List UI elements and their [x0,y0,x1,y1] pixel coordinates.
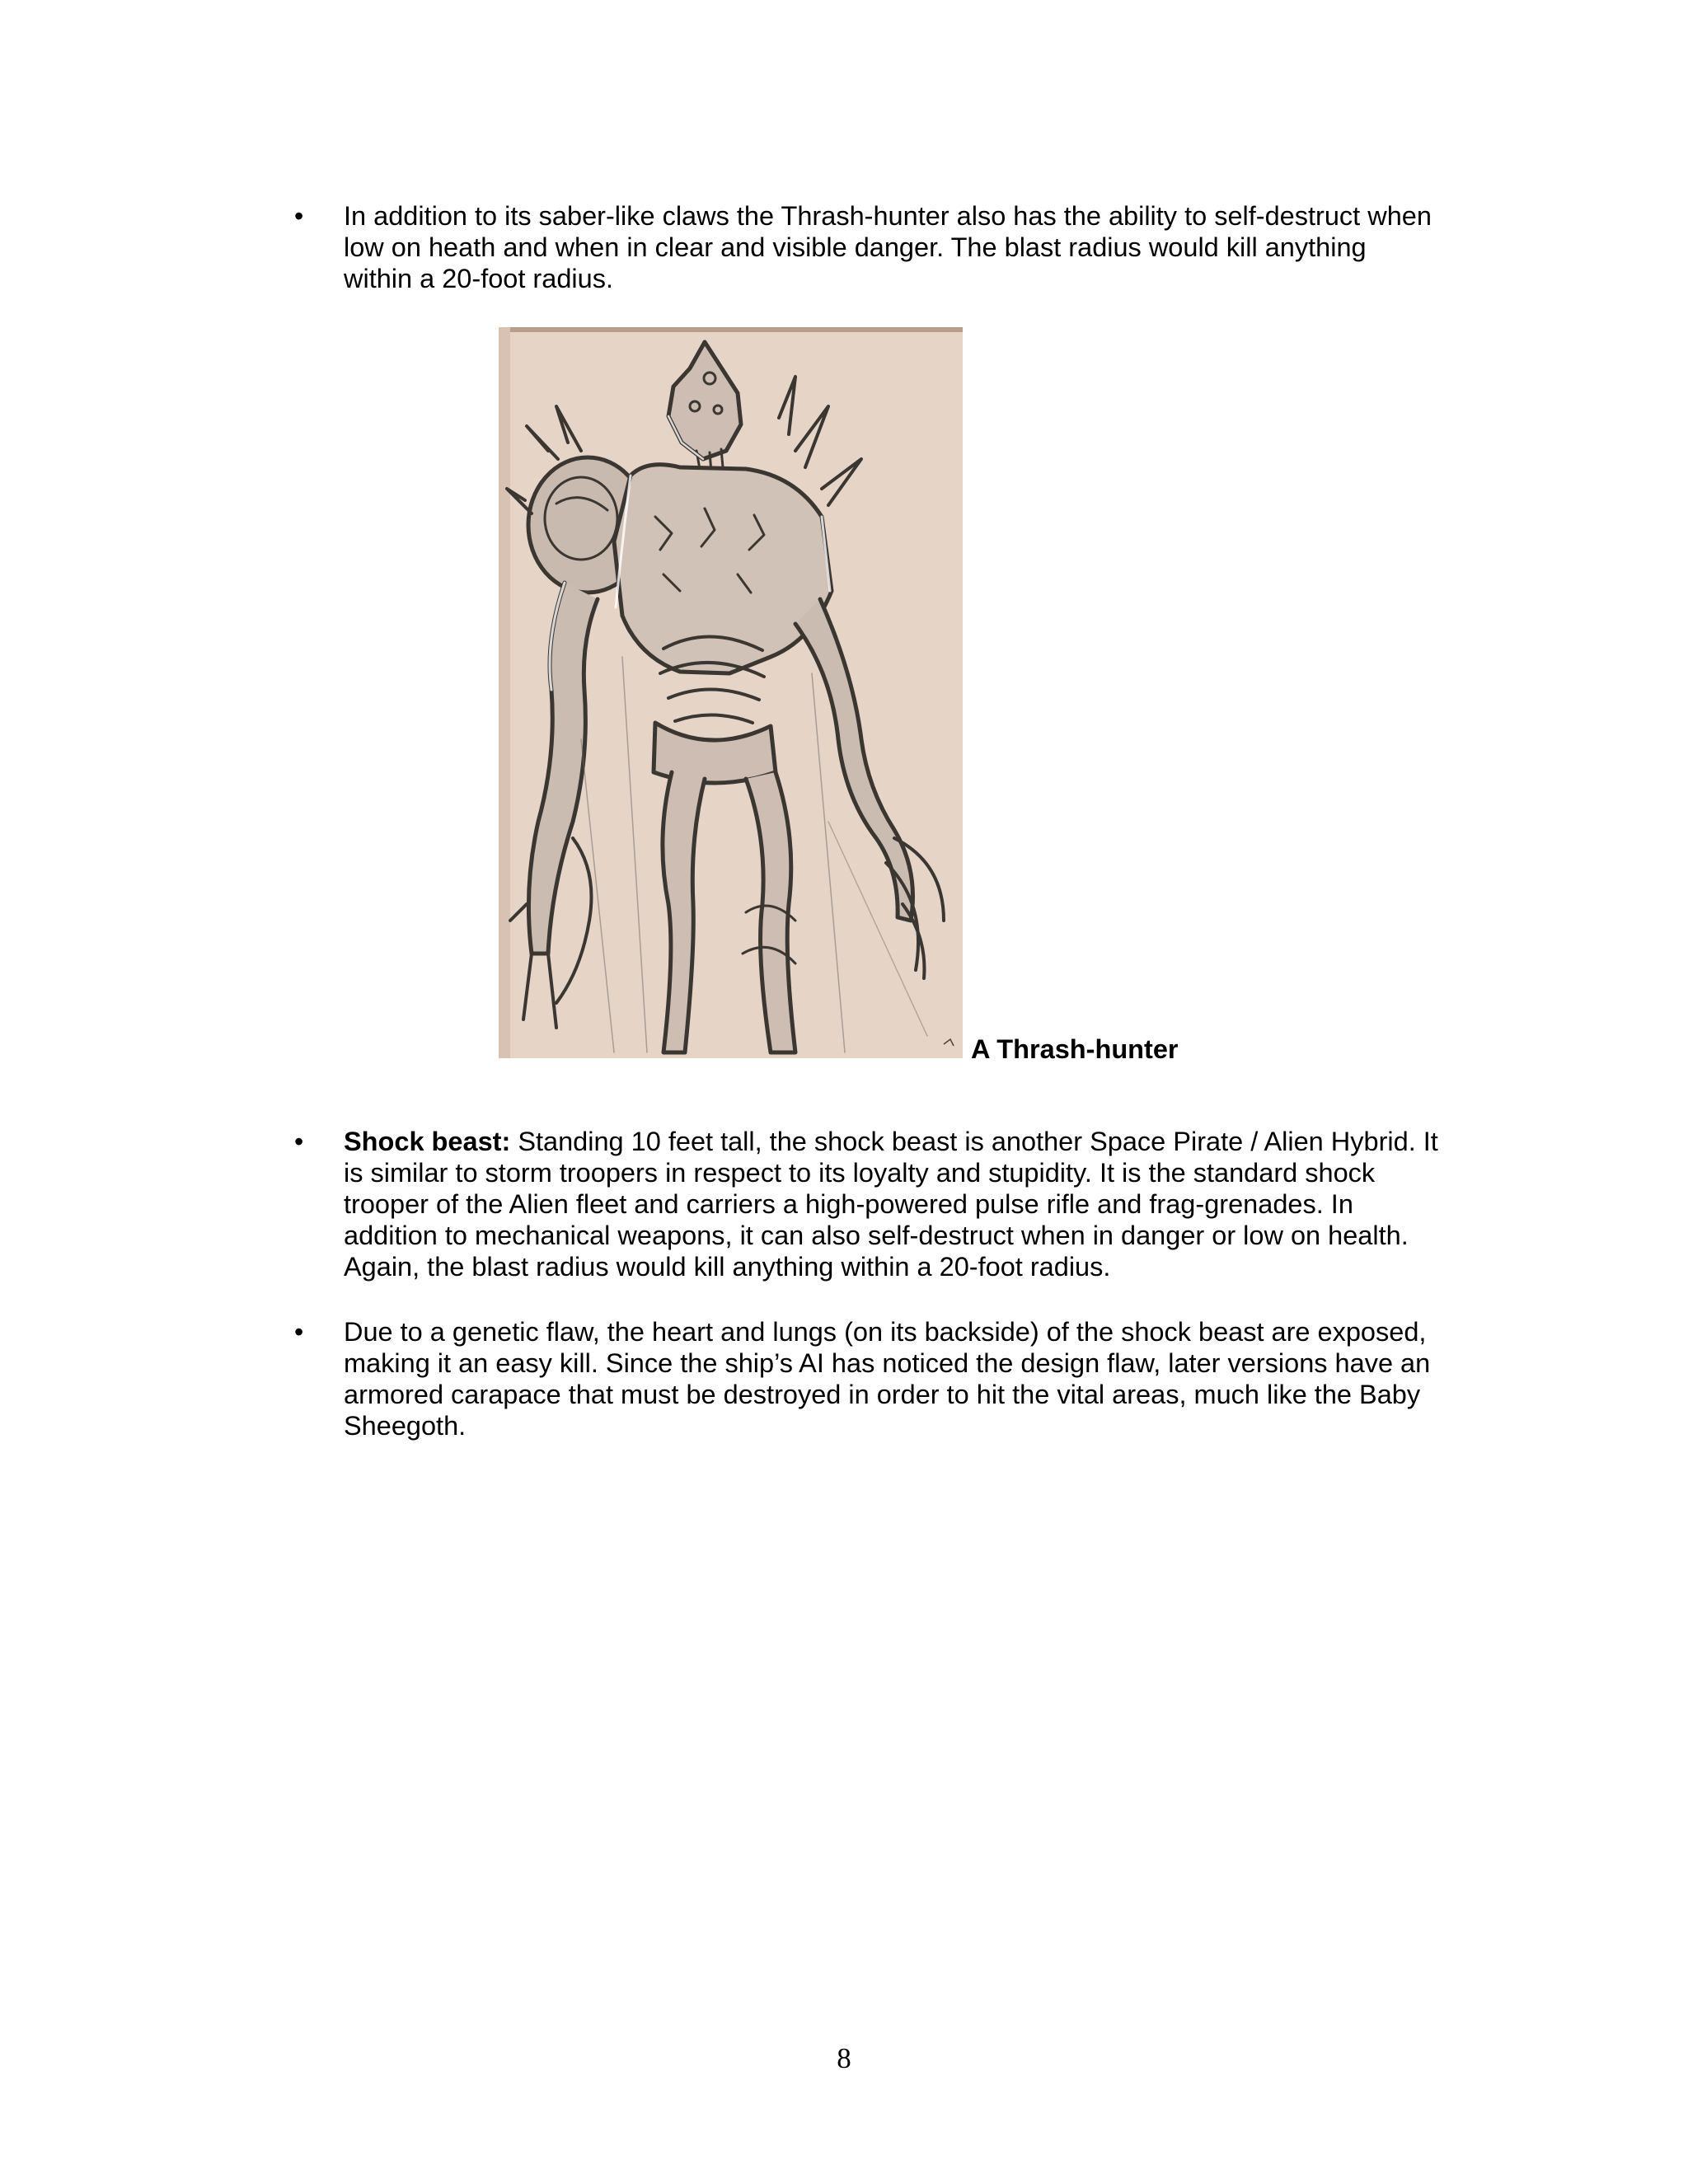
figure-caption: A Thrash-hunter [971,1034,1179,1064]
bullet-symbol: • [294,1127,304,1156]
page-number: 8 [837,2042,851,2074]
bullet-bold-label: Shock beast: [344,1127,511,1156]
bullet-symbol: • [294,1317,304,1347]
bullet-item-self-destruct [294,200,1448,299]
bullet-item-genetic-flaw [294,1316,1448,1448]
thrash-hunter-sketch-image [499,327,963,1058]
bullet-item-shock-beast [294,1126,1448,1291]
bullet-body-text: Standing 10 feet tall, the shock beast is another Space Pirate / Alien Hybrid. It is similar to storm troopers in respect to its loyalty and stupidity. It is the standard shock trooper of the Alien fleet and carriers a high-powered pulse rifle and frag-grenades. In addition to mechanical weapons, it can also self-destruct when in danger or low on health. Again, the blast radius would kill anything within a 20-foot radius. [344,1127,1438,1282]
bullet-text [344,1126,1440,1282]
bullet-body-text: In addition to its saber-like claws the Thrash-hunter also has the ability to self-destruct when low on heath and when in clear and visible danger. The blast radius would kill anything within a 20-foot radius. [344,201,1432,293]
bullet-body-text: Due to a genetic flaw, the heart and lungs (on its backside) of the shock beast are exposed, making it an easy kill. Since the ship’s AI has noticed the design flaw, later versions have an armored carapace that must be destroyed in order to hit the vital areas, much like the Baby Sheegoth. [344,1317,1431,1441]
bullet-text [344,200,1440,294]
bullet-text [344,1316,1440,1441]
bullet-symbol: • [294,201,304,231]
